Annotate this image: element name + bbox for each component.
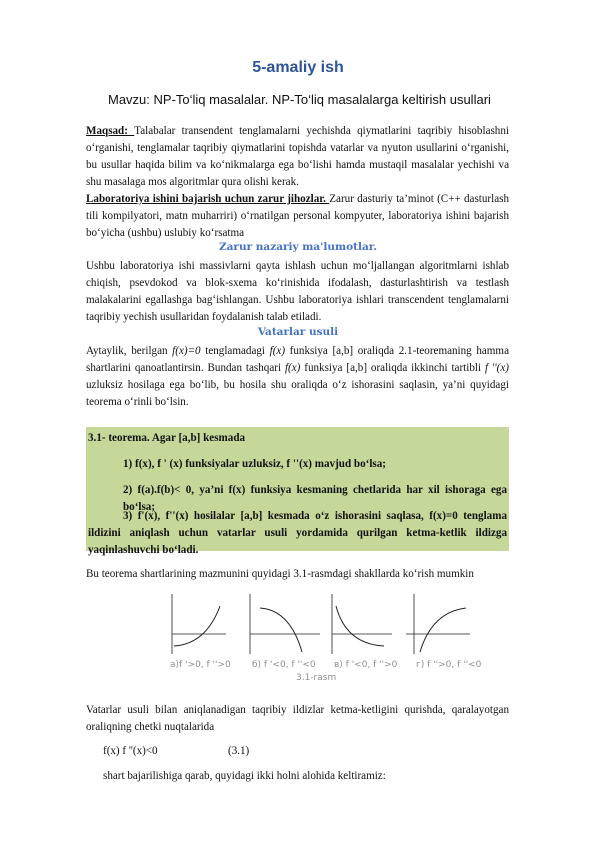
figure-graphs — [170, 594, 475, 658]
maqsad-text: Talabalar transendent tenglamalarni yechishda qiymatlarini taqribiy hisoblashni o‘rganishi, tenglamalar taqribiy qiymatlarini topishda vatarlar va nyuton usullarini o‘rganishi, bu usullar haqida bilim va ko‘nikmalarga ega bo‘lishi hamda mustaqil masalalar yechishi va shu masalaga mos algoritmlar qura olishi kerak. — [86, 125, 509, 188]
theorem-item-2: 2) f(a).f(b)< 0, ya’ni f(x) funksiya kesmaning chetlarida har xil ishoraga ega bo‘lsa; — [123, 484, 507, 513]
graph-d-curve — [420, 608, 466, 652]
vatar-paragraph — [86, 343, 509, 411]
caption-a: а)f '>0, f ''>0 — [170, 660, 231, 670]
vatar-text-2: tenglamadagi — [200, 345, 270, 357]
closing-line: shart bajarilishiga qarab, quyidagi ikki holni alohida keltiramiz: — [103, 770, 386, 782]
graph-a-curve — [174, 606, 220, 646]
page-title: 5-amaliy ish — [252, 59, 344, 76]
vatar-text-1: Aytaylik, berilgan — [86, 345, 173, 357]
formula-number: (3.1) — [228, 745, 250, 757]
figure-3-1 — [170, 594, 482, 686]
lab-label: Laboratoriya ishini bajarish uchun zarur jihozlar. — [86, 193, 330, 205]
lab-text: Zarur dasturiy ta’minot (C++ dasturlash tili kompilyatori, matn muharriri) o‘rnatilgan personal kompyuter, laboratoriya ishini bajarish bo‘yicha (ushbu) uslubiy ko‘rsatma — [86, 193, 509, 239]
vatar-text-3: funksiya [a,b] oraliqda 2.1-teoremaning hamma shartlarini qanoatlantirsin. Bundan tashqari — [86, 345, 509, 374]
heading-theory: Zarur nazariy ma'lumotlar. — [218, 241, 378, 253]
page-subtitle: Mavzu: NP-To‘liq masalalar. NP-To‘liq masalalarga keltirish usullari — [108, 92, 491, 107]
maqsad-paragraph — [86, 123, 509, 191]
theorem-item-1: 1) f(x), f ' (x) funksiyalar uzluksiz, f ''(x) mavjud bo‘lsa; — [123, 458, 386, 470]
vatar-text-5: uzluksiz hosilaga ega bo‘lib, bu hosila shu oraliqda o‘z ishorasini saqlasin, ya’ni quyidagi teorema o‘rinli bo‘lsin. — [86, 379, 509, 408]
heading-vatarlar: Vatarlar usuli — [257, 326, 339, 338]
formula-expression: f(x) f ''(x)<0 — [103, 745, 158, 757]
caption-b: б) f '<0, f ''<0 — [252, 660, 316, 670]
after-theorem-text: Bu teorema shartlarining mazmunini quyidagi 3.1-rasmdagi shakllarda ko‘rish mumkin — [86, 568, 474, 580]
caption-d: г) f ''>0, f ''<0 — [416, 660, 482, 670]
caption-c: в) f '<0, f ''>0 — [334, 660, 398, 670]
vatar-text-4: funksiya [a,b] oraliqda ikkinchi tartibli — [300, 362, 485, 374]
vatarlar-paragraph: Vatarlar usuli bilan aniqlanadigan taqribiy ildizlar ketma-ketligini qurishda, qaralayotgan oraliqning chetki nuqtalarida — [86, 704, 509, 733]
vatar-formula-3: f(x) — [284, 362, 301, 374]
theorem-item-3: 3) f'(x), f''(x) hosilalar [a,b] kesmada o‘z ishorasini saqlasa, f(x)=0 tenglama ildizini aniqlash uchun vatarlar usuli yordamida qurilgan ketma-ketlik ildizga yaqinlashuvchi bo‘ladi. — [88, 510, 507, 556]
vatar-formula-2: f(x) — [269, 345, 286, 357]
lab-paragraph — [86, 191, 509, 242]
theory-paragraph: Ushbu laboratoriya ishi massivlarni qayta ishlash uchun mo‘ljallangan algoritmlarni ishlab chiqish, psevdokod va blok-sxema ko‘rinishida ifodalash, dasturlashtirish va testlash malakalarini egallashga bag‘ishlangan. Ushbu laboratoriya ishlari transcendent tenglamalarni taqribiy yechish usullaridan foydalanish talab etiladi. — [86, 260, 509, 323]
maqsad-label: Maqsad: — [86, 125, 135, 137]
graph-b-curve — [260, 608, 302, 652]
figure-title: 3.1-rasm — [296, 673, 337, 683]
vatar-formula-1: f(x)=0 — [172, 345, 201, 357]
vatar-formula-4: f ''(x) — [484, 362, 509, 374]
theorem-box — [86, 427, 509, 556]
theorem-title: 3.1- teorema. Agar [a,b] kesmada — [88, 432, 246, 444]
graph-c-curve — [336, 606, 384, 646]
